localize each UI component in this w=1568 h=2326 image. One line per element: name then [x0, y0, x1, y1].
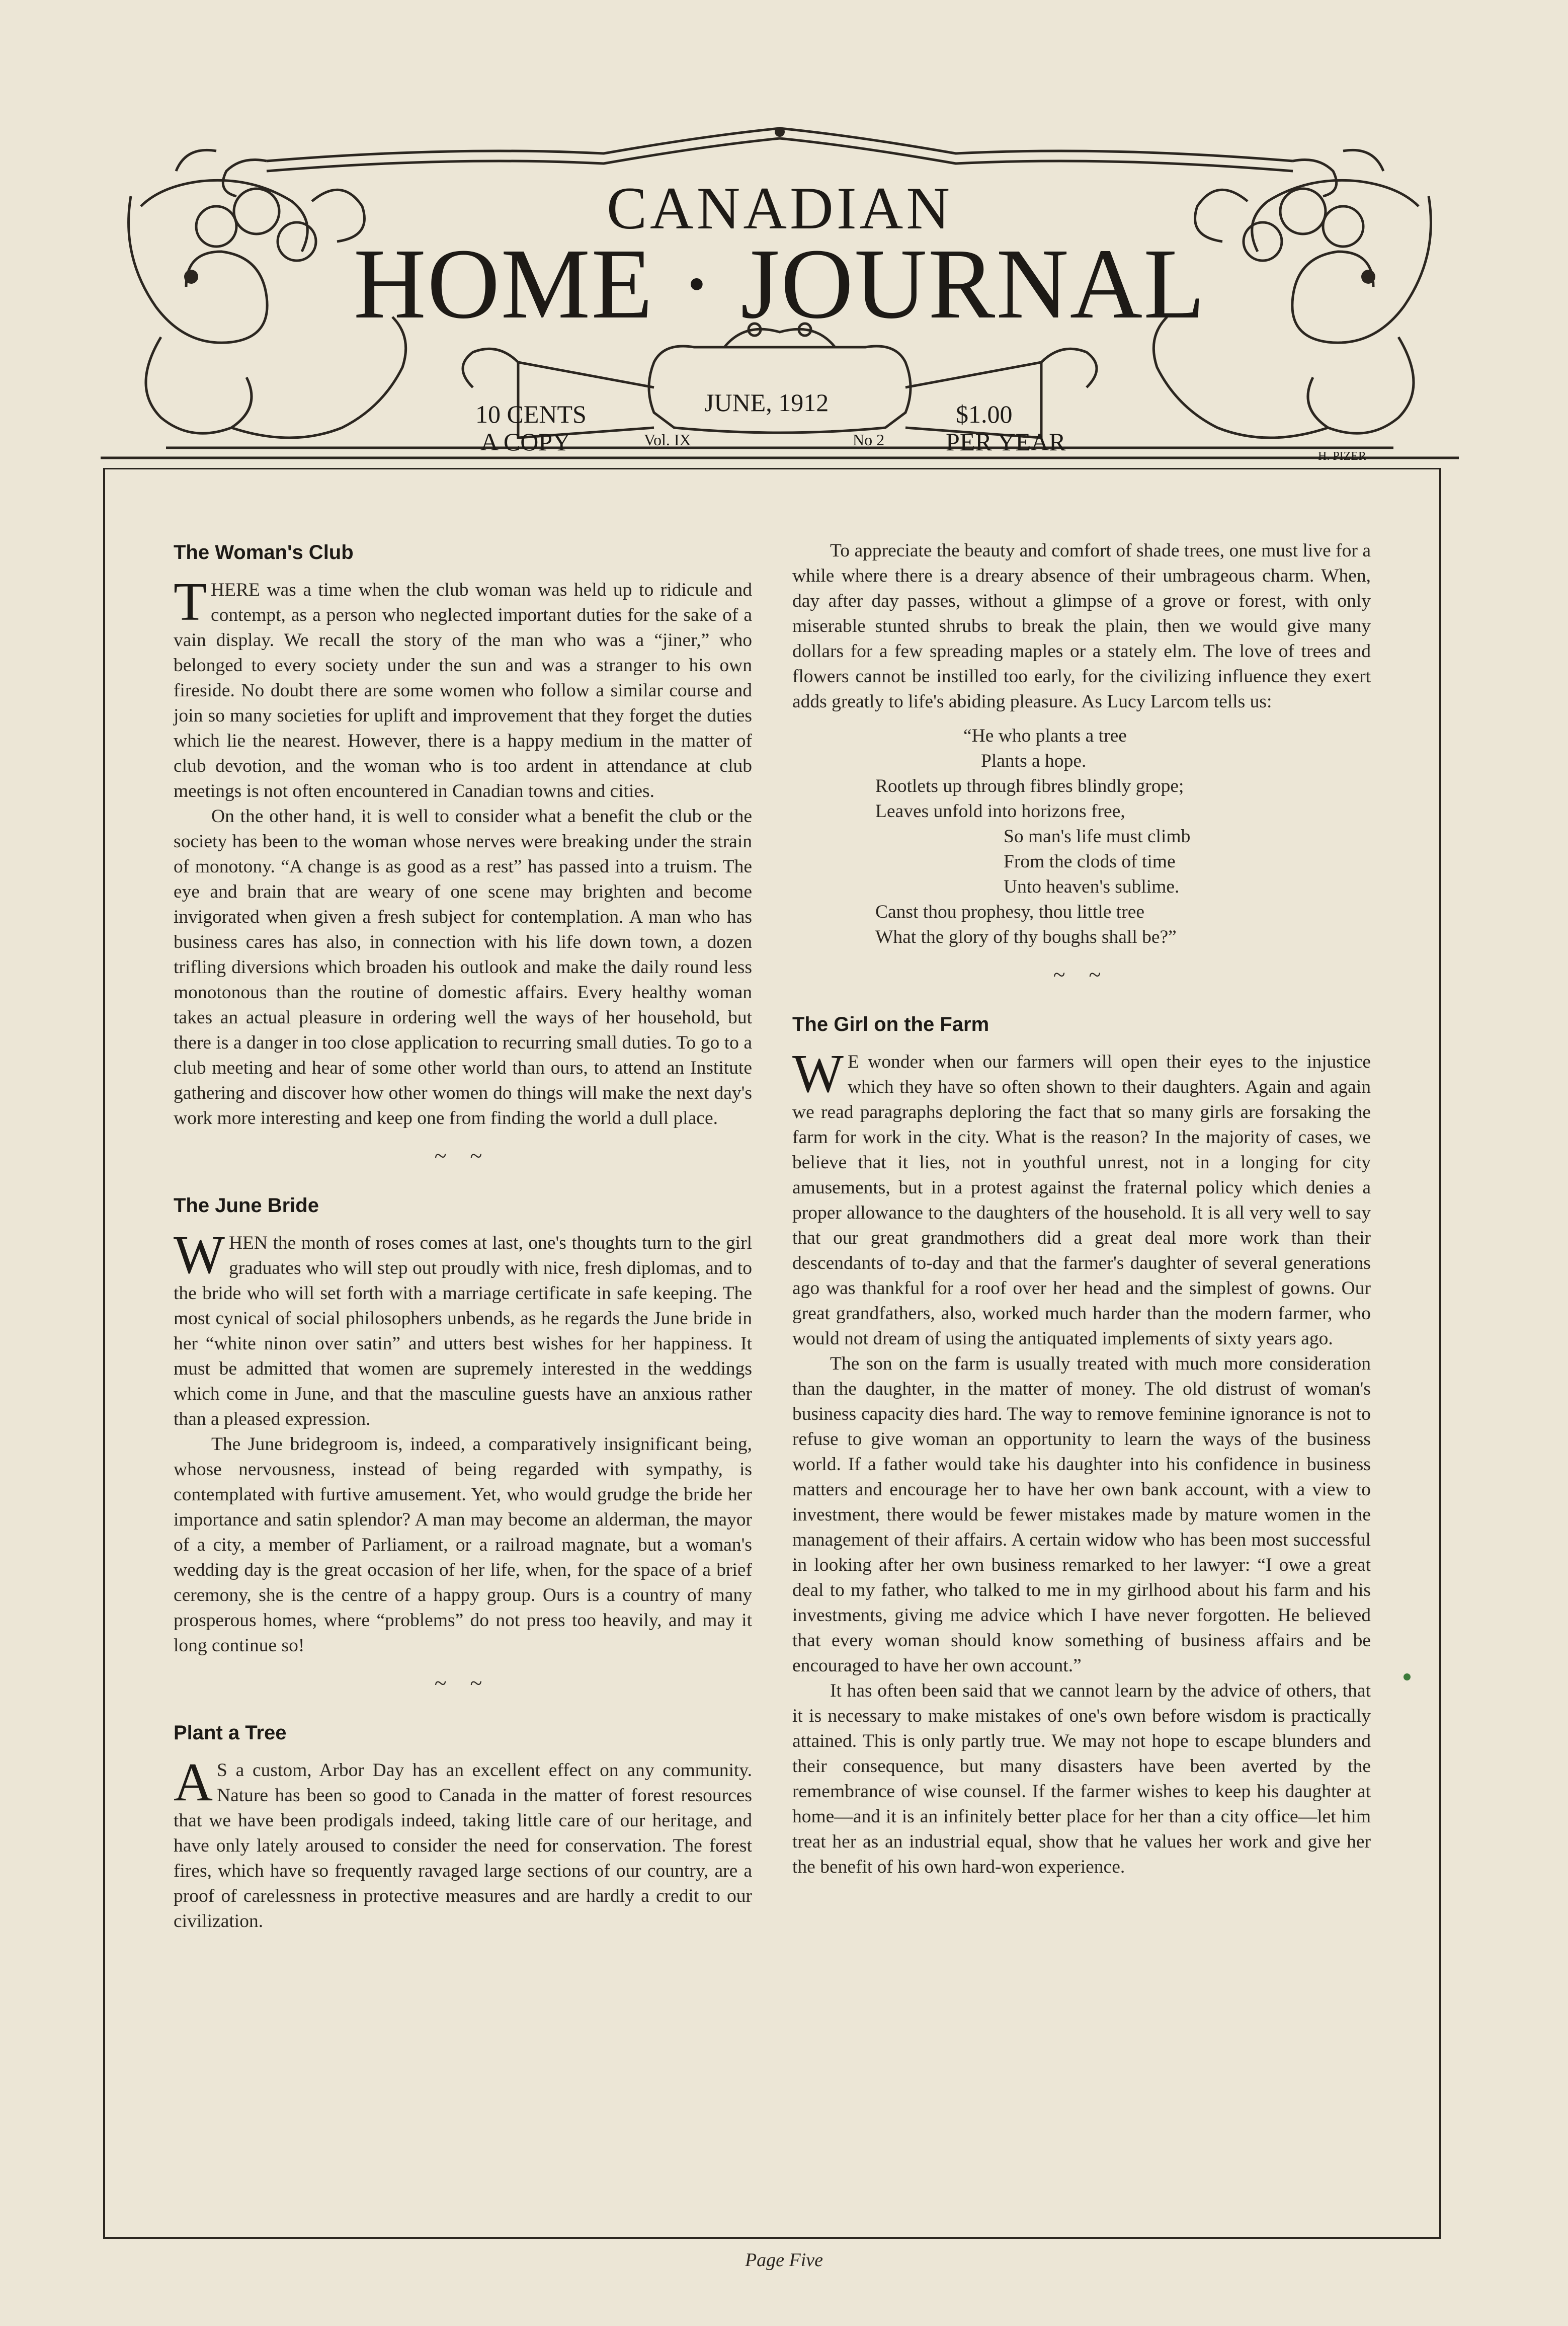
price-year-line1: $1.00	[956, 400, 1013, 428]
girl-farm-paragraph-3: It has often been said that we cannot learn by the advice of others, that it is necessary to make mistakes of one's own before wisdom is practically attained. This is only partly true. We may not hope to escape blunders and their consequence, but many disasters have been averted by the remembrance of wise counsel. If the farmer wishes to keep his daughter at home—and it is an infinitely better place for her than a city office—let him treat her as an industrial equal, show that he values her work and give her the benefit of his own hard-won experience.	[792, 1680, 1371, 1877]
price-copy-line2: A COPY	[480, 428, 571, 456]
issue-number: No 2	[853, 431, 885, 449]
ink-spot	[1404, 1673, 1411, 1680]
drop-cap: W	[174, 1225, 225, 1285]
heading-june-bride: The June Bride	[174, 1194, 319, 1217]
poem-line: Canst thou prophesy, thou little tree	[875, 902, 1144, 922]
poem-line: Plants a hope.	[981, 751, 1087, 771]
heading-plant-a-tree: Plant a Tree	[174, 1722, 287, 1744]
price-year-line2: PER YEAR	[946, 428, 1066, 456]
drop-cap: T	[174, 572, 207, 632]
section-separator: ~ ~	[434, 1144, 491, 1168]
masthead-title-home-journal: HOME · JOURNAL	[353, 228, 1206, 340]
artist-signature: H. PIZER	[1318, 450, 1366, 463]
volume-number: Vol. IX	[644, 431, 691, 449]
left-column	[174, 538, 752, 1934]
drop-cap: A	[174, 1752, 213, 1812]
plant-tree-paragraph-1: A S a custom, Arbor Day has an excellent effect on any community. Nature has been so good to Canada in the matter of forest resources that we have been prodigals indeed, taking little care of our heritage, and have only lately aroused to consider the need for conservation. The forest fires, which have so frequently ravaged large sections of our country, are a proof of carelessness in protective measures and are hardly a credit to our civilization.	[174, 1752, 752, 1932]
masthead-title-canadian: CANADIAN	[607, 175, 953, 242]
poem-line: So man's life must climb	[1004, 826, 1191, 847]
issue-date: JUNE, 1912	[704, 388, 829, 417]
june-bride-paragraph-1: WHEN the month of roses comes at last, one's thoughts turn to the girl graduates who will step out proudly with nice, fresh diplomas, and to the bride who will set forth with a marriage certificate in safe keeping. The most cynical of social philosophers unbends, as he regards the June bride in her “white ninon over satin” and utters best wishes for her happiness. It must be admitted that women are supremely interested in the weddings which come in June, and that the masculine guests have an anxious rather than a pleased expression.	[174, 1225, 752, 1429]
womans-club-paragraph-1: THERE was a time when the club woman was held up to ridicule and contempt, as a person who neglected important duties for the sake of a vain display. We recall the story of the man who was a “jiner,” who belonged to every society under the sun and was a stranger to his own fireside. No doubt there are some women who follow a similar course and join so many societies for uplift and improvement that they forget the duties which lie the nearest. However, there is a happy medium in the matter of club devotion, and the woman who is too ardent in attendance at club meetings is not often encountered in Canadian towns and cities.	[174, 572, 752, 801]
heading-girl-on-the-farm: The Girl on the Farm	[792, 1013, 989, 1035]
poem-line: “He who plants a tree	[963, 726, 1127, 746]
womans-club-paragraph-2: On the other hand, it is well to consider what a benefit the club or the society has been to the woman whose nerves were breaking under the strain of monotony. “A change is as good as a rest” has passed into a truism. The eye and brain that are weary of one scene may brighten and become invigorated when given a fresh subject for contemplation. A man who has business cares has also, in connection with his life down town, a dozen trifling diversions which broaden his outlook and make the daily round less monotonous than the routine of domestic affairs. Every healthy woman takes an actual pleasure in ordering well the ways of her household, but there is a danger in too close application to recurring small duties. To go to a club meeting and hear of some other world than ours, to attend an Institute gathering and discover how other women do things will make the next day's work more interesting and keep one from finding the world a dull place.	[174, 806, 752, 1129]
price-copy-line1: 10 CENTS	[475, 400, 587, 428]
drop-cap: W	[792, 1044, 844, 1104]
right-column	[792, 538, 1371, 1880]
section-separator: ~ ~	[1053, 963, 1110, 987]
poem-line: Leaves unfold into horizons free,	[875, 801, 1125, 822]
heading-womans-club: The Woman's Club	[174, 541, 354, 564]
section-separator: ~ ~	[434, 1671, 491, 1696]
girl-farm-paragraph-2: The son on the farm is usually treated with much more consideration than the daughter, in the matter of money. The old distrust of woman's business capacity dies hard. The way to remove feminine ignorance is not to refuse to give woman an opportunity to learn the ways of the business world. If a father would take his daughter into his confidence in business matters and encourage her to have her own bank account, with a view to investment, there would be fewer mistakes made by mature women in the management of their affairs. A certain widow who has been most successful in looking after her own business remarked to her lawyer: “I owe a great deal to my father, who talked to me in my girlhood about his farm and his investments, giving me advice which I have never forgotten. He believed that every woman should know something of business affairs and be encouraged to have her own account.”	[792, 1353, 1371, 1676]
poem-line: Rootlets up through fibres blindly grope;	[875, 776, 1184, 796]
poem	[792, 724, 1371, 950]
trees-paragraph-1: To appreciate the beauty and comfort of shade trees, one must live for a while where there is a dreary absence of their umbrageous charm. When, day after day passes, without a glimpse of a grove or forest, with only miserable stunted shrubs to break the plain, then we would give many dollars for a few spreading maples or a stately elm. The love of trees and flowers cannot be instilled too early, for the civilizing influence they exert adds greatly to life's abiding pleasure. As Lucy Larcom tells us:	[792, 540, 1371, 712]
poem-line: From the clods of time	[1004, 851, 1176, 872]
june-bride-paragraph-2: The June bridegroom is, indeed, a comparatively insignificant being, whose nervousness, instead of being regarded with sympathy, is contemplated with furtive amusement. Yet, who would grudge the bride her importance and satin splendor? A man may become an alderman, the mayor of a city, a member of Parliament, or a railroad magnate, but a woman's wedding day is the great occasion of her life, when, for the space of a brief ceremony, she is the centre of a happy group. Ours is a country of many prosperous homes, where “problems” do not press too heavily, and may it long continue so!	[174, 1434, 752, 1656]
masthead	[101, 126, 1459, 468]
poem-line: What the glory of thy boughs shall be?”	[875, 927, 1177, 947]
poem-line: Unto heaven's sublime.	[1004, 876, 1180, 897]
girl-farm-paragraph-1: W E wonder when our farmers will open their eyes to the injustice which they have so often shown to their daughters. Again and again we read paragraphs deploring the fact that so many girls are forsaking the farm for work in the city. What is the reason? In the majority of cases, we believe that it lies, not in youthful unrest, not in a longing for city amusements, but in a protest against the fraternal policy which denies a proper allowance to the daughters of the household. It is all very well to say that our great grandmothers did a great deal more work than their descendants of to-day and that the farmer's daughter of several generations ago was thankful for a roof over her head and the simplest of gowns. Our great grandfathers, also, worked much harder than the modern farmer, who would not dream of using the antiquated implements of sixty years ago.	[792, 1044, 1371, 1349]
page-number: Page Five	[745, 2250, 823, 2271]
